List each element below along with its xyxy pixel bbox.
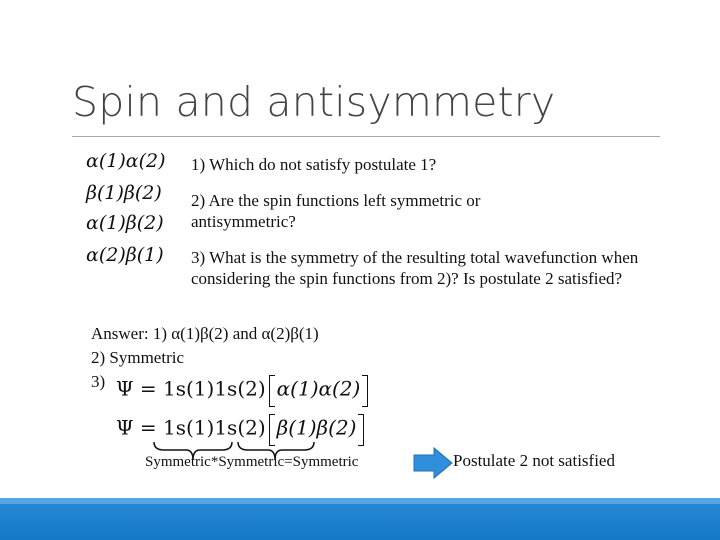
answer-line-2: 2) Symmetric <box>91 348 185 367</box>
conclusion-text: Postulate 2 not satisfied <box>453 451 615 470</box>
equation-1-lhs: Ψ = 1s(1)1s(2) <box>116 376 266 401</box>
right-bracket <box>362 375 368 407</box>
footer-bar <box>0 498 720 540</box>
spin-function-2: β(1)β(2) <box>86 182 162 204</box>
footer-highlight <box>0 498 720 504</box>
question-1: 1) Which do not satisfy postulate 1? <box>191 155 437 174</box>
answer-line-3: 3) <box>91 372 106 391</box>
title-divider <box>72 136 660 137</box>
left-bracket <box>269 375 275 407</box>
spin-function-4: α(2)β(1) <box>86 244 164 266</box>
equation-1-spin: α(1)α(2) <box>276 376 361 401</box>
question-2: 2) Are the spin functions left symmetric or antisymmetric? <box>191 191 481 231</box>
answer-line-1: Answer: 1) α(1)β(2) and α(2)β(1) <box>91 324 319 343</box>
arrow-right-icon <box>412 446 454 480</box>
slide-title: Spin and antisymmetry <box>72 78 556 126</box>
equation-2-lhs: Ψ = 1s(1)1s(2) <box>116 415 266 440</box>
spin-function-1: α(1)α(2) <box>86 150 166 172</box>
symmetry-note: Symmetric*Symmetric=Symmetric <box>145 454 359 470</box>
spin-function-3: α(1)β(2) <box>86 212 164 234</box>
equation-2-spin: β(1)β(2) <box>276 415 357 440</box>
wavefunction-equation-1 <box>116 375 368 407</box>
question-3: 3) What is the symmetry of the resulting total wavefunction when considering the spin functions from 2)? Is postulate 2 satisfied? <box>191 248 639 288</box>
right-bracket <box>358 414 364 446</box>
